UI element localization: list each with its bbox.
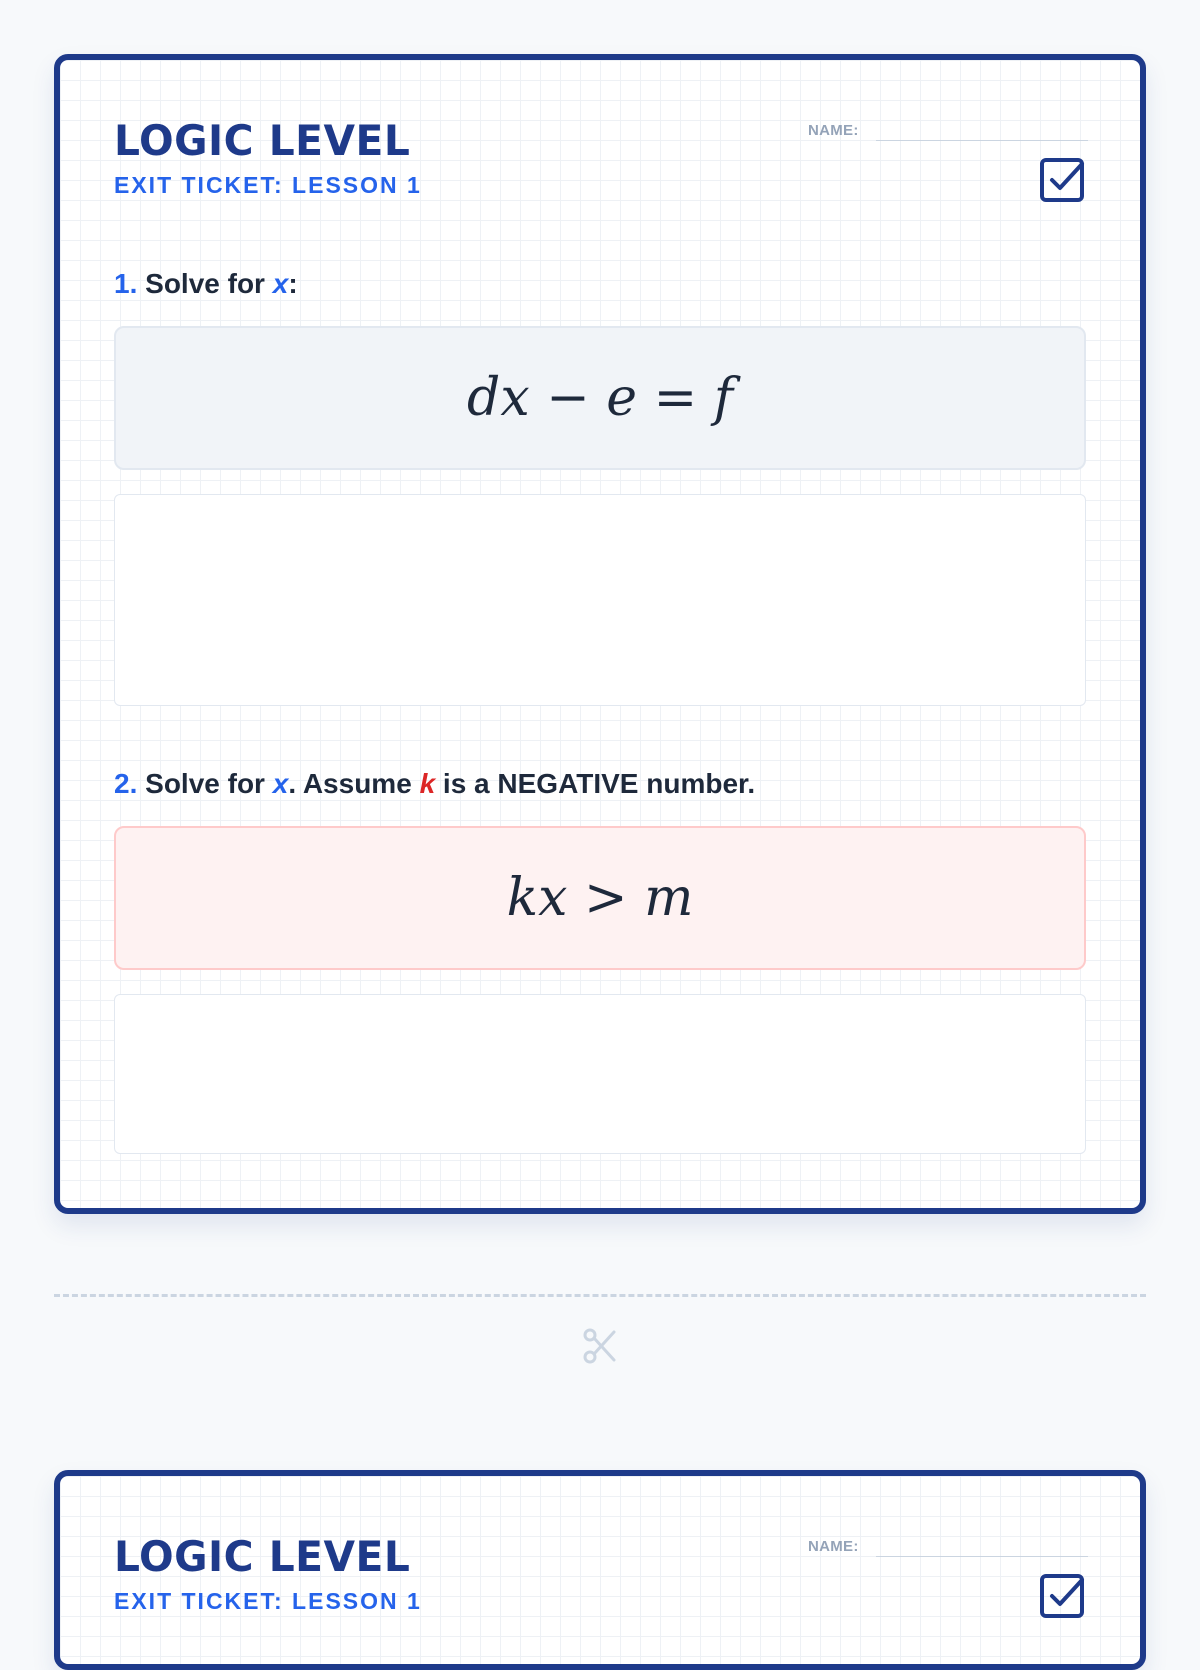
question-text: Solve for xyxy=(145,768,273,799)
answer-area-1[interactable] xyxy=(114,494,1086,706)
check-square-icon xyxy=(1038,1572,1086,1620)
brand-title: LOGIC LEVEL xyxy=(114,1532,411,1581)
question-text: is a NEGATIVE number. xyxy=(435,768,756,799)
variable-x: x xyxy=(272,768,289,799)
question-text: : xyxy=(288,268,298,299)
name-field-line[interactable] xyxy=(876,140,1088,141)
name-label: NAME: xyxy=(808,1538,859,1555)
equation-1: dx − e = f xyxy=(467,368,733,428)
equation-box-2 xyxy=(114,826,1086,970)
question-1-prompt xyxy=(114,270,298,298)
scissors-icon xyxy=(580,1326,620,1366)
equation-box-1 xyxy=(114,326,1086,470)
variable-k: k xyxy=(419,768,436,799)
name-label: NAME: xyxy=(808,122,859,139)
equation-2: kx > m xyxy=(506,868,694,928)
name-field-line[interactable] xyxy=(876,1556,1088,1557)
ticket-subtitle: EXIT TICKET: LESSON 1 xyxy=(114,1588,422,1614)
question-number: 2. xyxy=(114,768,138,799)
check-square-icon xyxy=(1038,156,1086,204)
cut-line-divider xyxy=(54,1294,1146,1297)
variable-x: x xyxy=(272,268,289,299)
ticket-subtitle: EXIT TICKET: LESSON 1 xyxy=(114,172,422,198)
question-text: Solve for xyxy=(145,268,273,299)
exit-ticket-1 xyxy=(54,54,1146,1214)
question-text: . Assume xyxy=(288,768,420,799)
exit-ticket-2 xyxy=(54,1470,1146,1670)
brand-title: LOGIC LEVEL xyxy=(114,116,411,165)
answer-area-2[interactable] xyxy=(114,994,1086,1154)
question-2-prompt xyxy=(114,770,755,798)
question-number: 1. xyxy=(114,268,138,299)
